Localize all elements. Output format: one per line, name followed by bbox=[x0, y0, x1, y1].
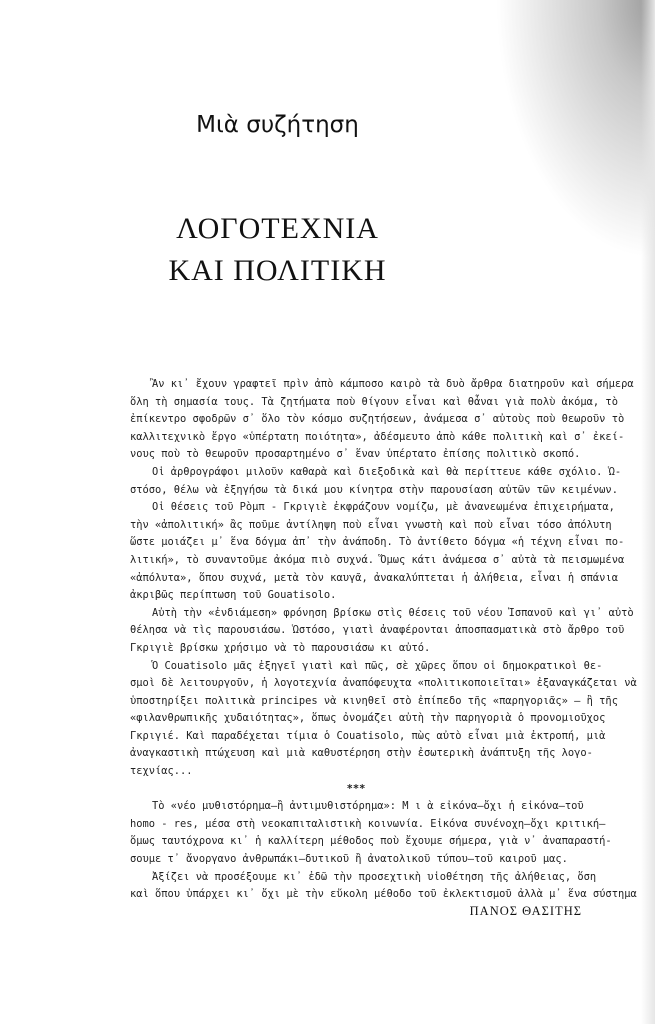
text-line: καλλιτεχνικὸ ἔργο «ὑπέρτατη ποιότητα», ἀδέσμευτο ἀπὸ κάθε πολιτικὴ καὶ σ᾿ ἐκεί- bbox=[130, 430, 625, 443]
section-kicker: Μιὰ συζήτηση bbox=[196, 112, 359, 138]
text-line: Γκριγιέ. Καὶ παραδέχεται τίμια ὁ Couatisolo, πὼς αὐτὸ εἶναι μιὰ ἐκτροπή, μιὰ bbox=[130, 729, 606, 742]
text-line: Οἱ θέσεις τοῦ Ρὸμπ - Γκριγιὲ ἐκφράζουν νομίζω, μὲ ἀνανεωμένα ἐπιχειρήματα, bbox=[152, 501, 615, 514]
text-line: Οἱ ἀρθρογράφοι μιλοῦν καθαρὰ καὶ διεξοδικὰ καὶ θὰ περίττευε κάθε σχόλιο. Ὡ- bbox=[152, 465, 622, 478]
page-edge bbox=[641, 0, 655, 1024]
text-line: «φιλανθρωπικῆς χυδαιότητας», ὅπως ὀνομάζει αὐτὴ τὴν παρηγοριὰ ὁ προνομιοῦχος bbox=[130, 712, 606, 725]
text-line: ὥστε μοιάζει μ᾿ ἕνα δόγμα ἀπ᾿ τὴν ἀνάποδη. Τὸ ἀντίθετο δόγμα «ἡ τέχνη εἶναι πο- bbox=[130, 536, 625, 549]
text-line: στόσο, θέλω νὰ ἐξηγήσω τὰ δικά μου κίνητρα στὴν παρουσίαση αὐτῶν τῶν κειμένων. bbox=[130, 483, 618, 496]
text-line: Ὁ Couatisolo μᾶς ἐξηγεῖ γιατὶ καὶ πῶς, σὲ χῶρες ὅπου οἱ δημοκρατικοὶ θε- bbox=[152, 659, 603, 672]
text-line: λιτική», τὸ συναντοῦμε ἀκόμα πιὸ συχνά. Ὅμως κάτι ἀνάμεσα σ᾿ αὐτὰ τὰ πεισμωμένα bbox=[130, 553, 625, 566]
text-line: ἀκριβῶς περίπτωση τοῦ Gouatisolo. bbox=[130, 589, 337, 602]
text-line: τεχνίας... bbox=[130, 765, 193, 778]
text-line: Γκριγιὲ βρίσκω χρήσιμο νὰ τὸ παρουσιάσω κι αὐτό. bbox=[130, 641, 431, 654]
text-line: θέλησα νὰ τὶς παρουσιάσω. Ὡστόσο, γιατὶ ἀναφέρονται ἀποσπασματικὰ στὸ ἄρθρο τοῦ bbox=[130, 624, 625, 637]
text-line: καὶ ὅπου ὑπάρχει κι᾿ ὄχι μὲ τὴν εὔκολη μέθοδο τοῦ ἐκλεκτισμοῦ ἀλλὰ μ᾿ ἕνα σύστημα bbox=[130, 888, 637, 901]
text-line: σουμε τ᾿ ἄνοργανο ἀνθρωπάκι—δυτικοῦ ἢ ἀνατολικοῦ τύπου—τοῦ καιροῦ μας. bbox=[130, 853, 568, 866]
article-title-line-2: ΚΑΙ ΠΟΛΙΤΙΚΗ bbox=[168, 254, 387, 287]
text-line: ἐπίκεντρο σφοδρῶν σ᾿ ὅλο τὸν κόσμο συζητήσεων, ἀνάμεσα σ᾿ αὐτοὺς ποὺ θεωροῦν τὸ bbox=[130, 413, 625, 426]
text-line: homo - res, μέσα στὴ νεοκαπιταλιστικὴ κοινωνία. Εἰκόνα συνένοχη—ὄχι κριτική— bbox=[130, 817, 606, 830]
article-title-line-1: ΛΟΓΟΤΕΧΝΙΑ bbox=[176, 212, 379, 245]
text-line: ὑποστηρίξει πολιτικὰ principes νὰ κινηθεῖ στὸ ἐπίπεδο τῆς «παρηγοριᾶς» — ἢ τῆς bbox=[130, 694, 618, 707]
text-line: ὅλη τὴ σημασία τους. Τὰ ζητήματα ποὺ θίγουν εἶναι καὶ θἆναι γιὰ πολὺ ἀκόμα, τὸ bbox=[130, 395, 618, 408]
text-line: ὅμως ταυτόχρονα κι᾿ ἡ καλλίτερη μέθοδος ποὺ ἔχουμε σήμερα, γιὰ ν᾿ ἀναπαραστή- bbox=[130, 835, 612, 848]
article-body bbox=[130, 376, 637, 904]
text-line: Ἀξίζει νὰ προσέξουμε κι᾿ ἐδῶ τὴν προσεχτικὴ υἱοθέτηση τῆς ἀλήθειας, ὅση bbox=[152, 870, 597, 883]
text-line: ἀναγκαστικὴ πτώχευση καὶ μιὰ καθυστέρηση στὴν ἐσωτερικὴ ἀνάπτυξη τῆς λογο- bbox=[130, 747, 593, 760]
author-signature: ΠΑΝΟΣ ΘΑΣΙΤΗΣ bbox=[469, 904, 582, 918]
section-separator: *** bbox=[346, 782, 366, 795]
text-line: νους ποὺ τὸ θεωροῦν προσαρτημένο σ᾿ ἕναν ὑπέρτατο ἐπίσης πολιτικὸ σκοπό. bbox=[130, 448, 581, 461]
text-line: σμοὶ δὲ λειτουργοῦν, ἡ λογοτεχνία ἀναπόφευχτα «πολιτικοποιεῖται» ἐξαναγκάζεται νὰ bbox=[130, 677, 637, 690]
text-line: τὴν «ἀπολιτική» ἂς ποῦμε ἀντίληψη ποὺ εἶναι γνωστὴ καὶ ποὺ εἶναι τόσο ἀπόλυτη bbox=[130, 518, 612, 531]
text-line: «ἀπόλυτα», ὅπου συχνά, μετὰ τὸν καυγᾶ, ἀνακαλύπτεται ἡ ἀλήθεια, εἶναι ἡ σπάνια bbox=[130, 571, 618, 584]
text-line: Αὐτὴ τὴν «ἐνδιάμεση» φρόνηση βρίσκω στὶς θέσεις τοῦ νέου Ἱσπανοῦ καὶ γι᾿ αὐτὸ bbox=[152, 606, 634, 619]
text-line: Τὸ «νέο μυθιστόρημα—ἢ ἀντιμυθιστόρημα»: Μ ι ὰ εἰκόνα—ὄχι ἡ εἰκόνα—τοῦ bbox=[152, 800, 584, 813]
text-line: Ἂν κι᾿ ἔχουν γραφτεῖ πρὶν ἀπὸ κάμποσο καιρὸ τὰ δυὸ ἄρθρα διατηροῦν καὶ σήμερα bbox=[152, 378, 634, 390]
